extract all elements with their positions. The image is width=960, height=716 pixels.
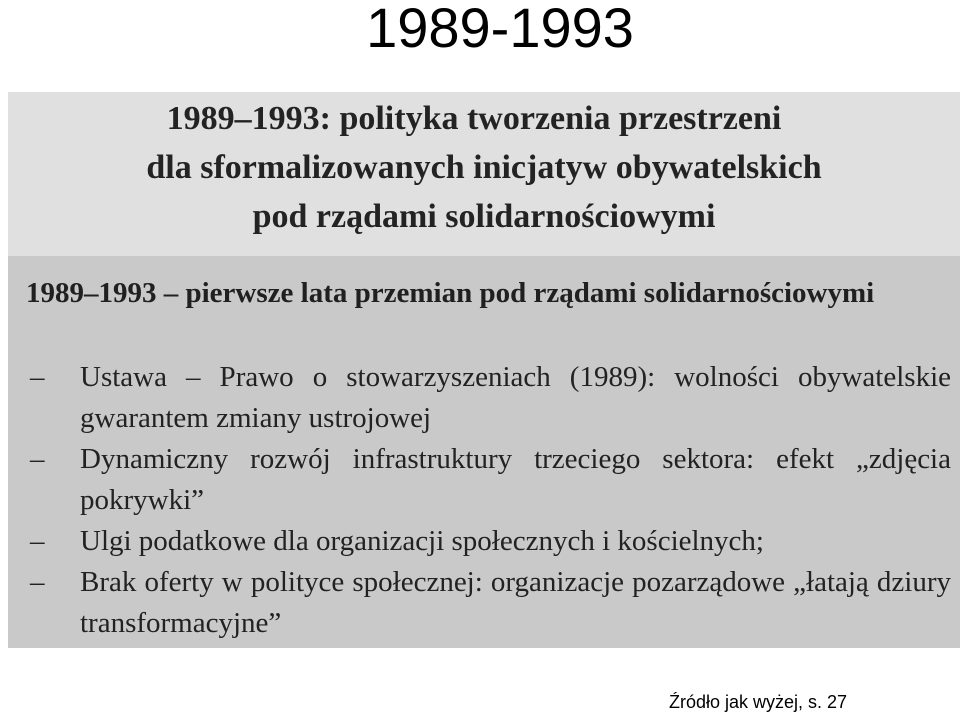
list-item bbox=[26, 521, 951, 562]
scan-heading-line: pod rządami solidarnościowymi bbox=[252, 198, 716, 235]
list-item bbox=[26, 439, 951, 521]
list-item-text: Ustawa – Prawo o stowarzyszeniach (1989): wolności obywatelskie gwarantem zmiany ustrojowej bbox=[80, 361, 951, 434]
list-item-text: Dynamiczny rozwój infrastruktury trzeciego sektora: efekt „zdjęcia pokrywki” bbox=[80, 443, 951, 516]
summary-box-title: 1989–1993 – pierwsze lata przemian pod rządami solidarnościowymi bbox=[26, 277, 875, 309]
scan-heading-line: dla sformalizowanych inicjatyw obywatelskich bbox=[146, 149, 822, 186]
scanned-page-image bbox=[8, 92, 960, 648]
dash-marker: – bbox=[30, 361, 45, 393]
summary-box bbox=[8, 262, 960, 648]
list-item bbox=[26, 357, 951, 439]
dash-marker: – bbox=[30, 525, 45, 557]
source-note: Źródło jak wyżej, s. 27 bbox=[669, 692, 848, 712]
list-item-text: Brak oferty w polityce społecznej: organizacje pozarządowe „łatają dziury transformacyjne” bbox=[80, 566, 951, 639]
dash-marker: – bbox=[30, 443, 45, 475]
dash-marker: – bbox=[30, 566, 45, 598]
bullet-list bbox=[26, 357, 951, 644]
list-item bbox=[26, 562, 951, 644]
slide-title: 1989-1993 bbox=[366, 0, 634, 59]
scan-heading-line: 1989–1993: polityka tworzenia przestrzeni bbox=[166, 100, 782, 137]
scan-heading bbox=[8, 94, 960, 241]
list-item-text: Ulgi podatkowe dla organizacji społecznych i kościelnych; bbox=[80, 525, 764, 557]
